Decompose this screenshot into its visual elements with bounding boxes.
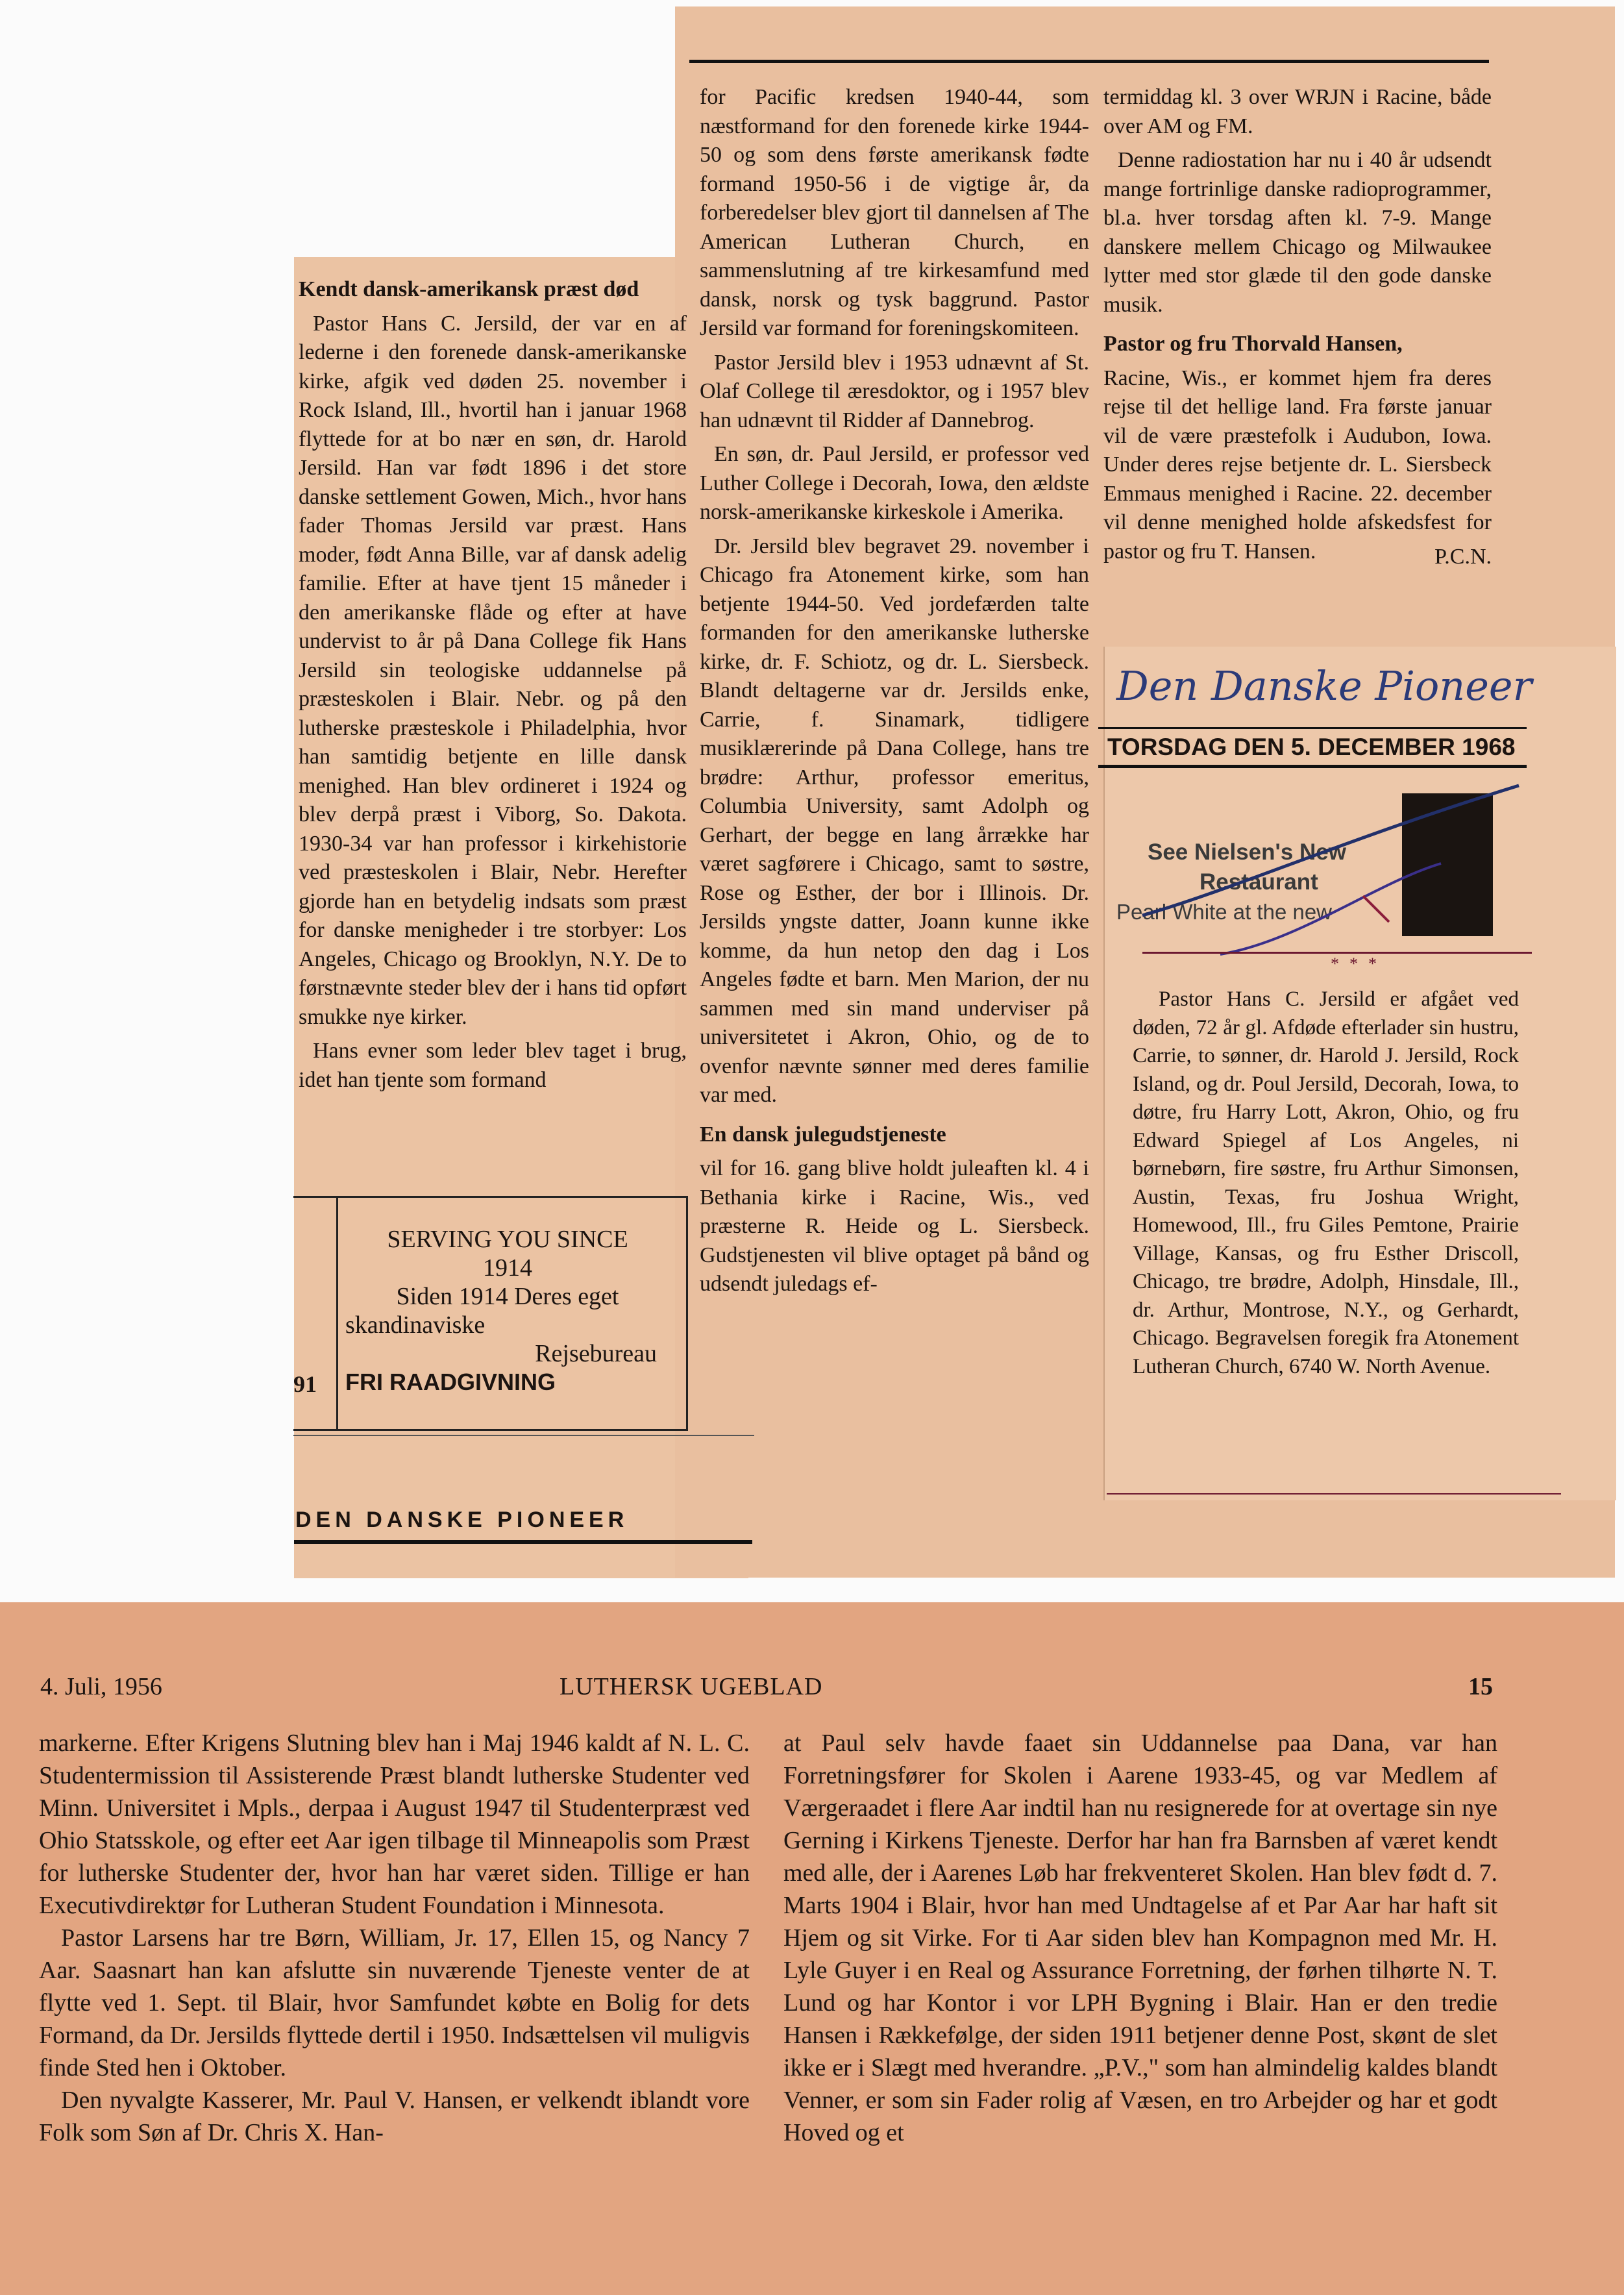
ad-line: SERVING YOU SINCE	[387, 1226, 628, 1253]
handwritten-stroke	[1103, 760, 1558, 974]
date-rule	[1098, 727, 1527, 729]
article-paragraph: Pastor Larsens har tre Børn, William, Jr. 17, Ellen 15, og Nancy 7 Aar. Saasnart han kan afslutte sin nuværende Tjeneste venter de at flytte ved 1. Sept. til Blair, hvor Samfundet købte en Bolig for dets Formand, da Dr. Jersilds flyttede dertil i 1950. Indsættelsen vil muligvis finde Sted hen i Oktober.	[39, 1924, 750, 2081]
handwritten-title: Den Danske Pioneer	[1116, 662, 1532, 710]
article-paragraph: En søn, dr. Paul Jersild, er professor ved Luther College i Decorah, Iowa, den ældste norsk-amerikanske kirkeskole i Amerika.	[700, 442, 1089, 524]
lower-left-column	[39, 1727, 750, 2149]
header-title: LUTHERSK UGEBLAD	[560, 1673, 823, 1700]
article-paragraph: for Pacific kredsen 1940-44, som næstformand for den forenede kirke 1944-50 og som dens første amerikansk fødte formand 1950-56 i de vigtige år, da forberedelser blev gjort til dannelsen af The American Lutheran Church, en sammenslutning af tre kirkesamfund med dansk, norsk og tysk baggrund. Pastor Jersild var formand for foreningskomiteen.	[700, 85, 1089, 340]
article-paragraph: Racine, Wis., er kommet hjem fra deres rejse til det hellige land. Fra første januar vil de være præstefolk i Audubon, Iowa. Under deres rejse betjente dr. L. Siersbeck Emmaus menighed i Racine. 22. december vil denne menighed holde afskedsfest for pastor og fru T. Hansen.	[1103, 366, 1492, 564]
article-subhead: En dansk julegudstjeneste	[700, 1122, 946, 1147]
masthead-rule	[293, 1435, 754, 1436]
article-paragraph: vil for 16. gang blive holdt juleaften kl. 4 i Bethania kirke i Racine, Wis., ved præsterne R. Heide og L. Siersbeck. Gudstjenesten vil blive optaget på bånd og udsendt juledags ef-	[700, 1156, 1089, 1296]
obituary-bottom-rule	[1107, 1493, 1561, 1495]
article-signature: P.C.N.	[1434, 545, 1492, 569]
ad-margin-number: 91	[293, 1371, 317, 1397]
ad-line: Rejsebureau	[535, 1340, 657, 1367]
article-column-2	[700, 83, 1089, 1304]
masthead-bottom: DEN DANSKE PIONEER	[295, 1507, 629, 1532]
article-column-1	[299, 275, 687, 1100]
page-number: 15	[1468, 1673, 1493, 1700]
lower-right-column	[783, 1727, 1497, 2149]
header-date: 4. Juli, 1956	[40, 1673, 162, 1700]
article-headline: Kendt dansk-amerikansk præst død	[299, 277, 639, 301]
ad-line: FRI RAADGIVNING	[345, 1369, 556, 1395]
article-paragraph: markerne. Efter Krigens Slutning blev han i Maj 1946 kaldt af N. L. C. Studentermission til Assisterende Præst blandt lutherske Studenter ved Minn. Universitet i Mpls., derpaa i August 1947 til Studenterpræst ved Ohio Statsskole, og efter eet Aar igen tilbage til Minneapolis som Præst for lutherske Studenter der, hvor han har været siden. Tillige er han Executivdirektør for Lutheran Student Foundation i Minnesota.	[39, 1730, 750, 1919]
ad-line: skandinaviske	[345, 1311, 486, 1339]
masthead-underline	[294, 1540, 752, 1544]
obituary-stars: ***	[1331, 954, 1387, 973]
ad-line: Restaurant	[1200, 869, 1318, 895]
article-paragraph: Den nyvalgte Kasserer, Mr. Paul V. Hansen, er velkendt iblandt vore Folk som Søn af Dr. Chris X. Han-	[39, 2087, 750, 2146]
article-paragraph: at Paul selv havde faaet sin Uddannelse paa Dana, var han Forretningsfører for Skolen i Aarene 1933-45, og var Medlem af Værgeraadet i flere Aar indtil han nu resignerede for at overtage sin nye Gerning i Kirkens Tjeneste. Derfor har han fra Barnsben af været kendt med alle, der i Aarenes Løb har frekventeret Skolen. Han blev født d. 7. Marts 1904 i Blair, hvor han med Undtagelse af et Par Aar har haft sit Hjem og sit Virke. For ti Aar siden blev han Kompagnon med Mr. H. Lyle Guyer i en Real og Assurance Forretning, der førhen tilhørte N. T. Lund og har Kontor i vor LPH Bygning i Blair. Han er den tredie Hansen i Rækkefølge, der siden 1911 betjener denne Post, skønt de slet ikke er i Slægt med hverandre. „P.V.," som han almindelig kaldes blandt Venner, er som sin Fader rolig af Væsen, en tro Arbejder og har et godt Hoved og et	[783, 1730, 1497, 2146]
ad-line: 1914	[483, 1254, 532, 1282]
ad-line: Pearl White at the new	[1116, 900, 1332, 924]
obituary-rule	[1142, 952, 1532, 954]
article-paragraph: Denne radiostation har nu i 40 år udsendt mange fortrinlige danske radioprogrammer, bl.a. hver torsdag aften kl. 7-9. Mange danskere mellem Chicago og Milwaukee lytter med stor glæde til den gode danske musik.	[1103, 148, 1492, 317]
clipping-lower	[0, 1602, 1624, 2295]
article-paragraph: termiddag kl. 3 over WRJN i Racine, både over AM og FM.	[1103, 85, 1492, 138]
article-column-3	[1103, 83, 1492, 577]
page-background-notch	[294, 0, 675, 257]
ad-line: Siden 1914 Deres eget	[396, 1283, 619, 1310]
article-paragraph: Dr. Jersild blev begravet 29. november i Chicago fra Atonement kirke, som han betjente 1944-50. Ved jordefærden talte formanden for den amerikanske lutherske kirke, dr. F. Schiotz, og dr. L. Siersbeck. Blandt deltagerne var dr. Jersilds enke, Carrie, f. Sinamark, tidligere musiklærerinde på Dana College, hans tre brødre: Arthur, professor emeritus, Columbia University, samt Adolph og Gerhart, der begge en lang årrække har været sagførere i Chicago, samt to søstre, Rose og Esther, der bor i Illinois. Dr. Jersilds yngste datter, Joann kunne ikke komme, da hun netop den dag i Los Angeles fødte et barn. Men Marion, der nu sammen med sin mand underviser på universitetet i Akron, Ohio, og de to ovenfor nævnte sønner med deres familie var med.	[700, 534, 1089, 1107]
top-rule	[689, 60, 1489, 63]
travel-ad-box	[293, 1196, 688, 1431]
date-line: TORSDAG DEN 5. DECEMBER 1968	[1107, 734, 1516, 760]
article-subhead: Pastor og fru Thorvald Hansen,	[1103, 332, 1403, 356]
article-paragraph: Pastor Hans C. Jersild, der var en af lederne i den forenede dansk-amerikanske kirke, afgik ved døden 25. november i Rock Island, Ill., hvortil han i januar 1968 flyttede for at bo nær en søn, dr. Harold Jersild. Han var født 1896 i det store danske settlement Gowen, Mich., hvor hans fader Thomas Jersild var præst. Hans moder, født Anna Bille, var af dansk adelig familie. Efter at have tjent 15 måneder i den amerikanske flåde og efter at have undervist to år på Dana College fik Hans Jersild sin teologiske uddannelse på præsteskolen i Blair. Nebr. og på den lutherske præsteskole i Philadelphia, hvor han samtidig betjente en lille dansk menighed. Han blev ordineret i 1924 og blev derpå præst i Viborg, So. Dakota. 1930-34 var han professor i kirkehistorie ved præsteskolen i Blair, Nebr. Herefter gjorde han en betydelig indsats som præst for danske menigheder i tre storbyer: Los Angeles, Chicago og Brooklyn, N.Y. De to førstnævnte steder blev der i hans tid opført smukke nye kirker.	[299, 311, 687, 1029]
obituary-paragraph: Pastor Hans C. Jersild er afgået ved døden, 72 år gl. Afdøde efterlader sin hustru, Carrie, to sønner, dr. Harold J. Jersild, Rock Island, og dr. Poul Jersild, Decorah, Iowa, to døtre, fru Harry Lott, Akron, Ohio, og fru Edward Spiegel af Los Angeles, ni børnebørn, fire søstre, fru Arthur Simonsen, Austin, Texas, fru Joshua Wright, Homewood, Ill., fru Giles Pemtone, Prairie Village, Kansas, og fru Esther Driscoll, Chicago, tre brødre, Adolph, Hinsdale, Ill., dr. Arthur, Montrose, N.Y., og Gerhardt, Chicago. Begravelsen foregik fra Atonement Lutheran Church, 6740 W. North Avenue.	[1133, 987, 1519, 1378]
ad-line: See Nielsen's New	[1148, 839, 1346, 865]
article-paragraph: Pastor Jersild blev i 1953 udnævnt af St. Olaf College til æresdoktor, og i 1957 blev han udnævnt til Ridder af Dannebrog.	[700, 350, 1089, 432]
obituary-text	[1133, 986, 1519, 1386]
article-paragraph: Hans evner som leder blev taget i brug, idet han tjente som formand	[299, 1039, 687, 1092]
